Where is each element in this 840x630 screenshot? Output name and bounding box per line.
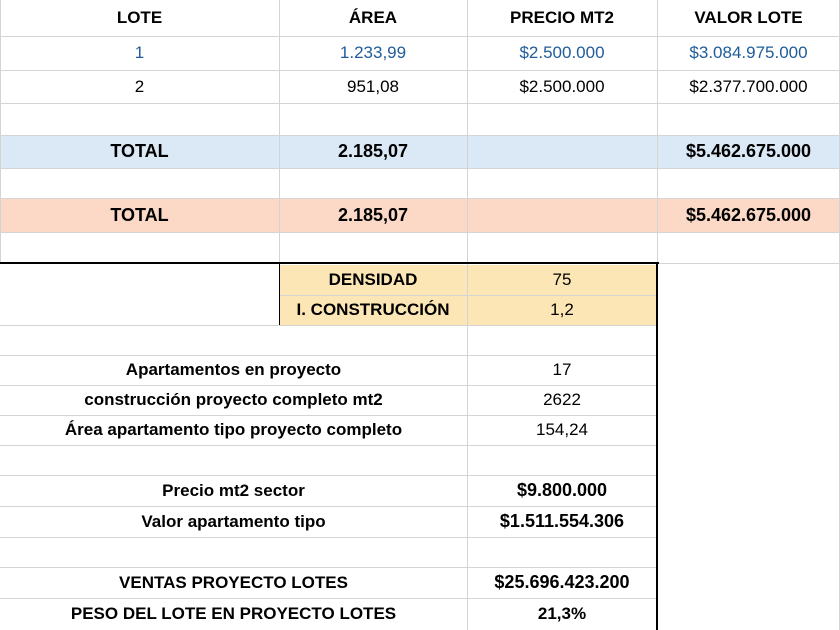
box-top-border bbox=[0, 262, 659, 264]
row1-valor: $3.084.975.000 bbox=[689, 43, 808, 62]
total-salmon-label: TOTAL bbox=[110, 204, 169, 225]
row1-precio: $2.500.000 bbox=[519, 43, 605, 62]
col-header-area: ÁREA bbox=[348, 8, 398, 27]
metric-peso-label: PESO DEL LOTE EN PROYECTO LOTES bbox=[70, 604, 397, 623]
metric-ventas-label: VENTAS PROYECTO LOTES bbox=[119, 572, 348, 592]
metric-valor-apto-value: $1.511.554.306 bbox=[499, 511, 625, 531]
param-ic-value: 1,2 bbox=[550, 300, 574, 319]
row2-precio: $2.500.000 bbox=[519, 76, 605, 96]
metric-precio-sector-label: Precio mt2 sector bbox=[162, 480, 305, 500]
metric-area-tipo-label: Área apartamento tipo proyecto completo bbox=[64, 420, 403, 439]
metric-valor-apto-label: Valor apartamento tipo bbox=[141, 511, 326, 531]
metric-ventas-value: $25.696.423.200 bbox=[494, 572, 630, 592]
metric-apartamentos-value: 17 bbox=[552, 360, 572, 379]
metric-construccion-label: construcción proyecto completo mt2 bbox=[84, 390, 383, 409]
metric-apartamentos-label: Apartamentos en proyecto bbox=[125, 360, 342, 379]
total-blue-area: 2.185,07 bbox=[337, 141, 409, 161]
metric-precio-sector-value: $9.800.000 bbox=[516, 480, 608, 500]
row2-lote: 2 bbox=[134, 76, 145, 96]
row1-lote: 1 bbox=[134, 43, 145, 62]
param-densidad-value: 75 bbox=[552, 270, 572, 289]
param-ic-label: I. CONSTRUCCIÓN bbox=[296, 300, 450, 319]
metric-construccion-value: 2622 bbox=[543, 390, 581, 409]
total-salmon-area: 2.185,07 bbox=[337, 204, 409, 225]
row1-area: 1.233,99 bbox=[339, 43, 407, 62]
col-header-lote: LOTE bbox=[116, 8, 163, 27]
total-blue-label: TOTAL bbox=[110, 141, 169, 161]
total-blue-valor: $5.462.675.000 bbox=[685, 141, 812, 161]
col-header-precio-mt2: PRECIO MT2 bbox=[510, 8, 614, 27]
col-header-valor-lote: VALOR LOTE bbox=[694, 8, 803, 27]
row2-valor: $2.377.700.000 bbox=[689, 76, 808, 96]
row2-area: 951,08 bbox=[347, 76, 399, 96]
metric-area-tipo-value: 154,24 bbox=[536, 420, 588, 439]
metric-peso-value: 21,3% bbox=[537, 604, 587, 623]
total-salmon-valor: $5.462.675.000 bbox=[685, 204, 812, 225]
param-densidad-label: DENSIDAD bbox=[328, 270, 418, 289]
